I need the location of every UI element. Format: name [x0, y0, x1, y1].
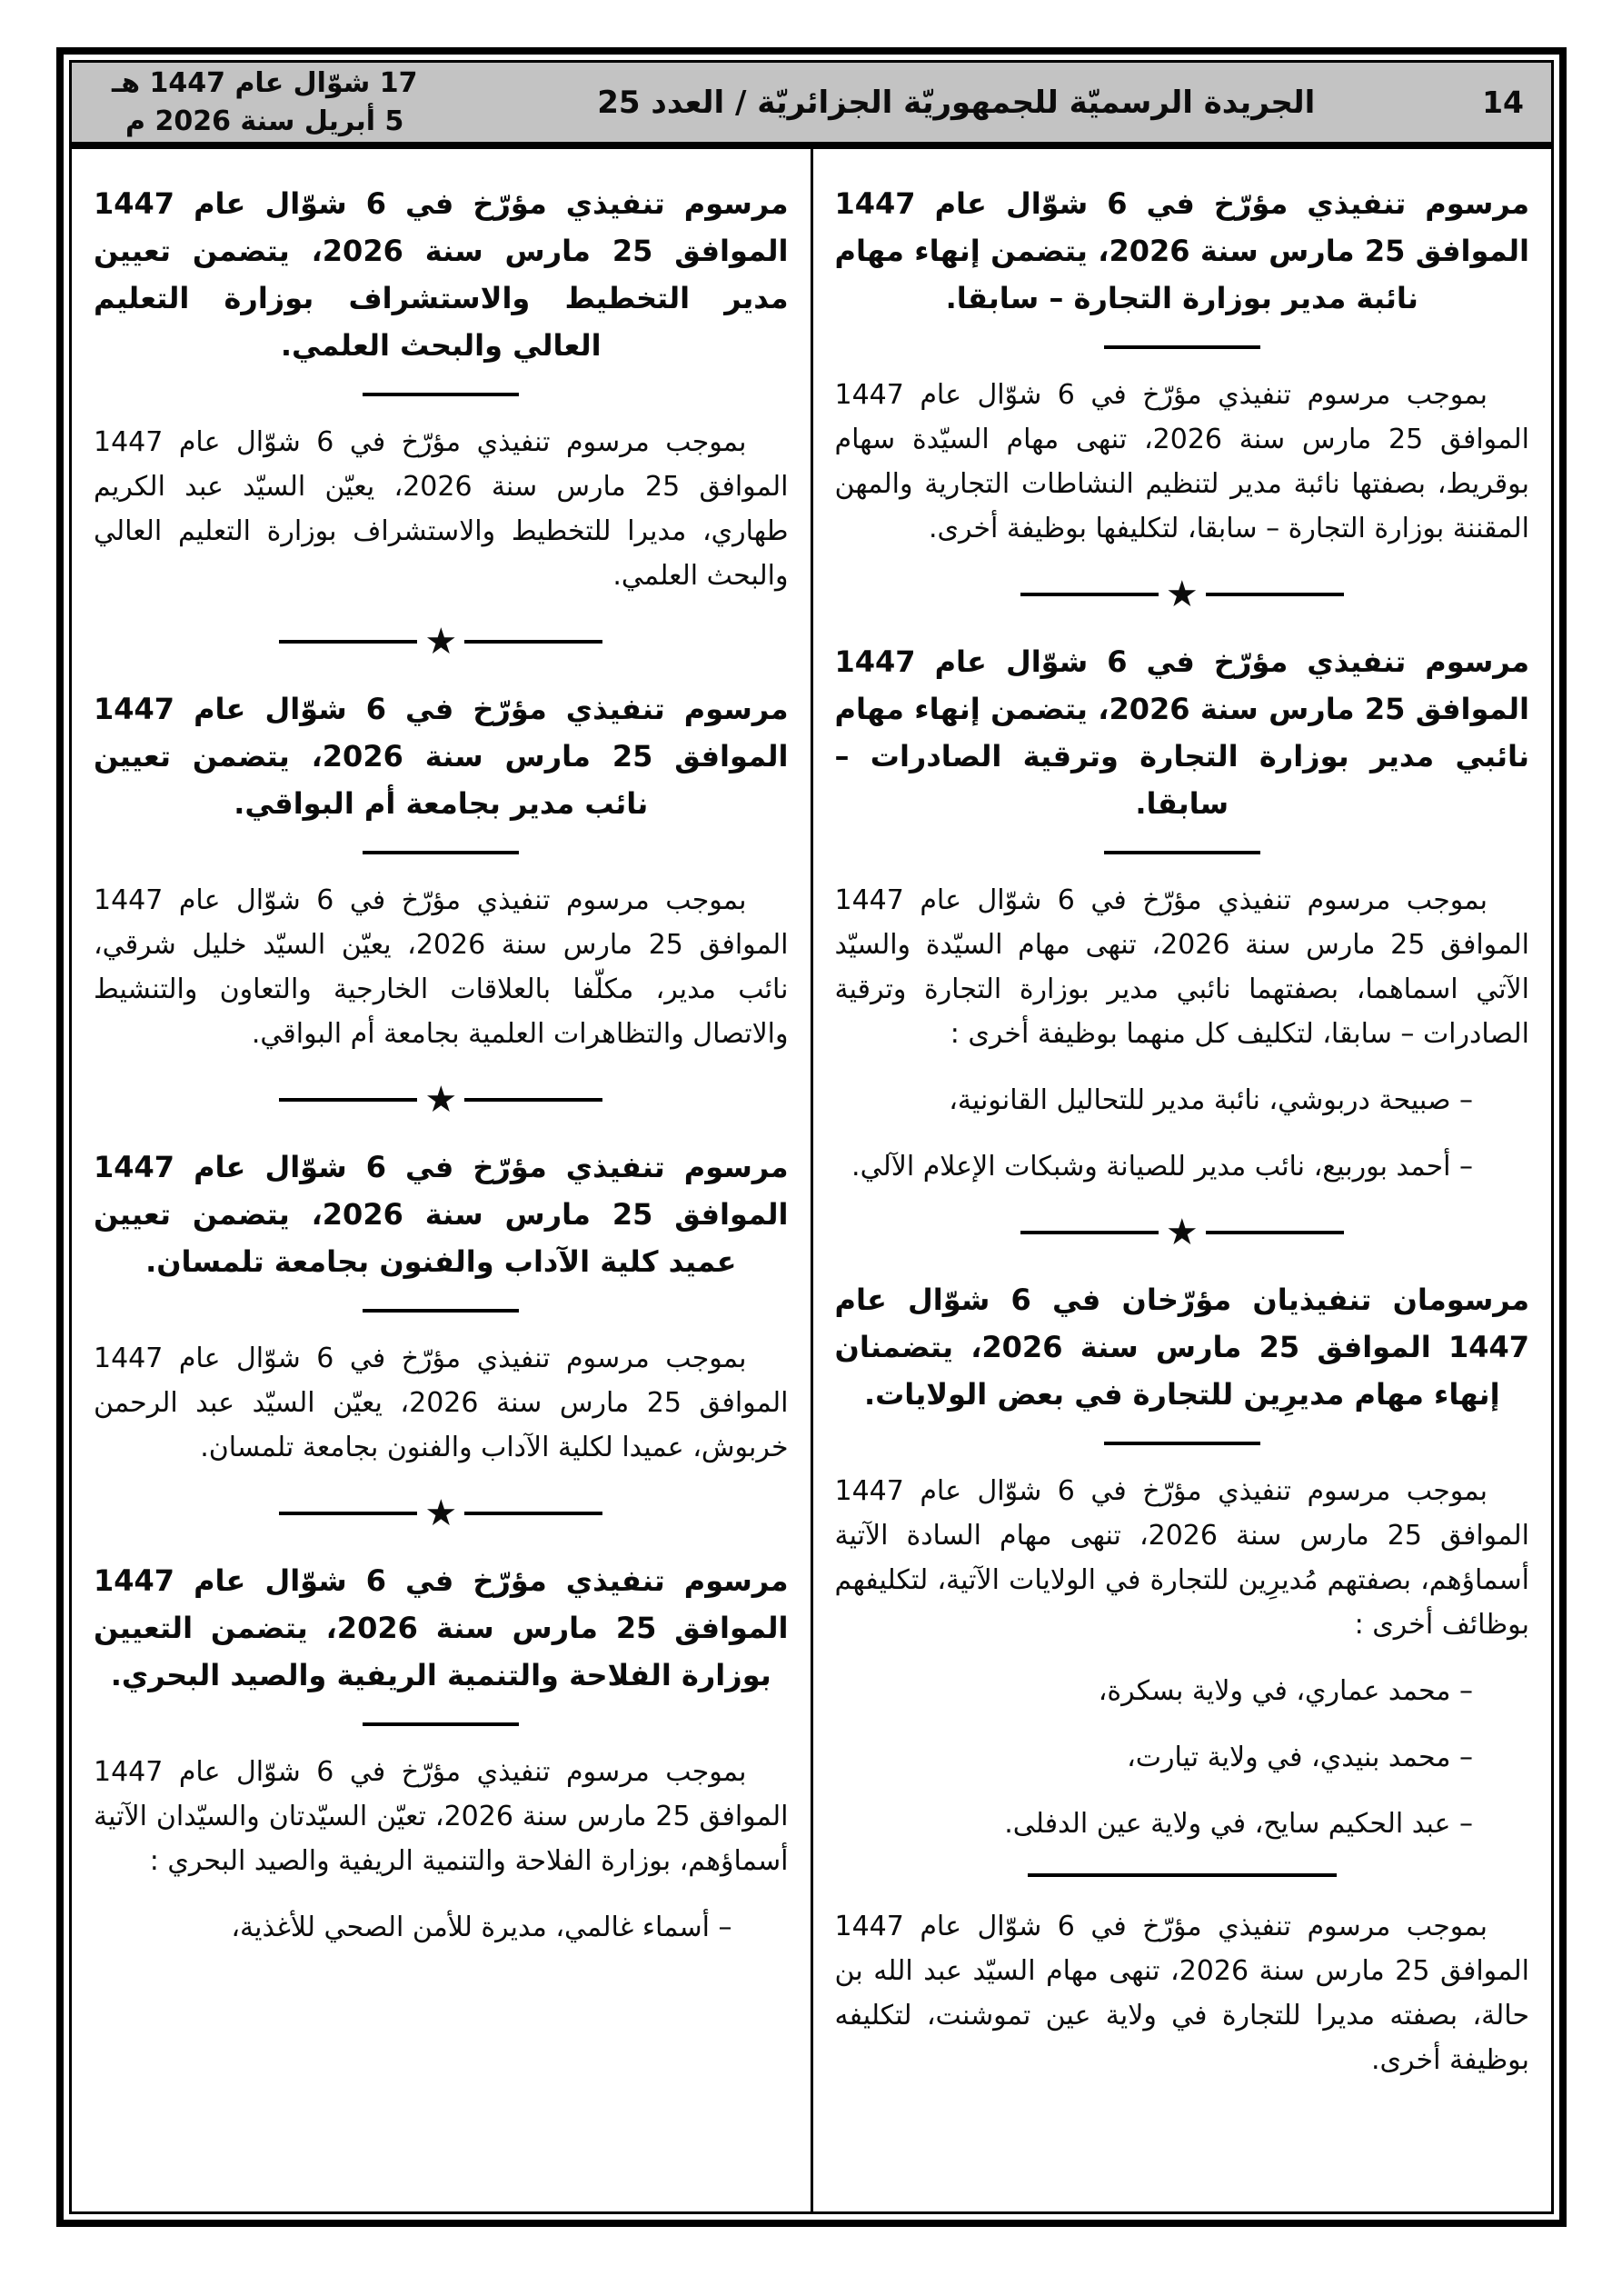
- title-separator: [363, 1722, 519, 1726]
- page-header: [72, 63, 1551, 149]
- decree-paragraph: بموجب مرسوم تنفيذي مؤرّخ في 6 شوّال عام 1447 الموافق 25 مارس سنة 2026، يعيّن السيّد عبد الكريم طهاري، مديرا للتخطيط والاستشراف بوزارة التعليم العالي والبحث العلمي.: [94, 426, 789, 592]
- decree-title: مرسوم تنفيذي مؤرّخ في 6 شوّال عام 1447 الموافق 25 مارس سنة 2026، يتضمن تعيين مدير التخطيط والاستشراف بوزارة التعليم العالي والبحث العلمي.: [94, 186, 789, 363]
- title-separator: [363, 851, 519, 854]
- decree-title: مرسوم تنفيذي مؤرّخ في 6 شوّال عام 1447 الموافق 25 مارس سنة 2026، يتضمن تعيين عميد كلية الآداب والفنون بجامعة تلمسان.: [94, 1150, 789, 1279]
- list-item: – محمد بنيدي، في ولاية تيارت،: [1127, 1742, 1473, 1773]
- star-icon: ★: [1165, 1212, 1199, 1253]
- title-separator: [1104, 345, 1260, 349]
- title-separator: [363, 1309, 519, 1313]
- star-icon: ★: [424, 621, 458, 663]
- date-gregorian: 5 أبريل سنة 2026 م: [125, 105, 404, 137]
- separator-line: [1206, 593, 1344, 596]
- decree-section: [94, 1143, 789, 1470]
- star-icon: ★: [424, 1492, 458, 1534]
- title-separator: [1104, 1442, 1260, 1445]
- decree-title: مرسوم تنفيذي مؤرّخ في 6 شوّال عام 1447 الموافق 25 مارس سنة 2026، يتضمن تعيين نائب مدير بجامعة أم البواقي.: [94, 692, 789, 821]
- list-item: – عبد الحكيم سايح، في ولاية عين الدفلى.: [1004, 1808, 1473, 1840]
- decree-section: [835, 638, 1530, 1189]
- decree-title: مرسوم تنفيذي مؤرّخ في 6 شوّال عام 1447 الموافق 25 مارس سنة 2026، يتضمن إنهاء مهام نائبي مدير بوزارة التجارة وترقية الصادرات – سابقا.: [834, 644, 1530, 821]
- list-item: – صبيحة دربوشي، نائبة مدير للتحاليل القانونية،: [949, 1084, 1473, 1116]
- decree-paragraph: بموجب مرسوم تنفيذي مؤرّخ في 6 شوّال عام 1447 الموافق 25 مارس سنة 2026، تنهى مهام السيّد عبد الله بن حالة، بصفته مديرا للتجارة في ولاية عين تموشنت، لتكليفه بوظيفة أخرى.: [834, 1911, 1530, 2076]
- separator-line: [279, 1512, 417, 1515]
- separator-line: [464, 1512, 602, 1515]
- decree-paragraph: بموجب مرسوم تنفيذي مؤرّخ في 6 شوّال عام 1447 الموافق 25 مارس سنة 2026، يعيّن السيّد عبد الرحمن خربوش، عميدا لكلية الآداب والفنون بجامعة تلمسان.: [94, 1343, 789, 1463]
- title-separator: [1104, 851, 1260, 854]
- title-separator: [363, 393, 519, 396]
- decree-section: [94, 1557, 789, 1950]
- decree-paragraph: بموجب مرسوم تنفيذي مؤرّخ في 6 شوّال عام 1447 الموافق 25 مارس سنة 2026، تعيّن السيّدتان والسيّدان الآتية أسماؤهم، بوزارة الفلاحة والتنمية الريفية والصيد البحري :: [94, 1756, 789, 1877]
- date-hijri: 17 شوّال عام 1447 هـ: [112, 66, 418, 99]
- star-icon: ★: [1165, 574, 1199, 615]
- separator-line: [1206, 1231, 1344, 1234]
- page-number: 14: [1482, 85, 1524, 120]
- separator-line: [464, 1098, 602, 1102]
- decree-section: [94, 685, 789, 1056]
- decree-title: مرسومان تنفيذيان مؤرّخان في 6 شوّال عام 1447 الموافق 25 مارس سنة 2026، يتضمنان إنهاء مهام مديرِين للتجارة في بعض الولايات.: [834, 1283, 1530, 1412]
- list-item: – أسماء غالمي، مديرة للأمن الصحي للأغذية،: [231, 1912, 732, 1943]
- content-frame: [69, 60, 1554, 2214]
- star-separator: [94, 1080, 789, 1120]
- column-right: [811, 149, 1552, 2211]
- plain-separator: [1028, 1873, 1337, 1877]
- columns-area: [72, 149, 1551, 2211]
- separator-line: [1020, 1231, 1159, 1234]
- decree-paragraph: بموجب مرسوم تنفيذي مؤرّخ في 6 شوّال عام 1447 الموافق 25 مارس سنة 2026، تنهى مهام السادة الآتية أسماؤهم، بصفتهم مُديرِين للتجارة في الولايات الآتية، لتكليفهم بوظائف أخرى :: [834, 1475, 1529, 1641]
- header-dates: [72, 65, 457, 141]
- list-item: – محمد عماري، في ولاية بسكرة،: [1098, 1675, 1473, 1707]
- star-separator: [94, 622, 789, 662]
- star-separator: [835, 574, 1530, 614]
- decree-title: مرسوم تنفيذي مؤرّخ في 6 شوّال عام 1447 الموافق 25 مارس سنة 2026، يتضمن التعيين بوزارة الفلاحة والتنمية الريفية والصيد البحري.: [94, 1563, 789, 1692]
- decree-paragraph: بموجب مرسوم تنفيذي مؤرّخ في 6 شوّال عام 1447 الموافق 25 مارس سنة 2026، تنهى مهام السيّدة والسيّد الآتي اسماهما، بصفتهما نائبي مدير بوزارة التجارة وترقية الصادرات – سابقا، لتكليف كل منهما بوظيفة أخرى :: [834, 884, 1529, 1050]
- separator-line: [279, 640, 417, 644]
- journal-title: الجريدة الرسميّة للجمهوريّة الجزائريّة / العدد 25: [597, 84, 1316, 121]
- decree-section: [94, 180, 789, 598]
- decree-paragraph: بموجب مرسوم تنفيذي مؤرّخ في 6 شوّال عام 1447 الموافق 25 مارس سنة 2026، تنهى مهام السيّدة سهام بوقريط، بصفتها نائبة مدير لتنظيم النشاطات التجارية والمهن المقننة بوزارة التجارة – سابقا، لتكليفها بوظيفة أخرى.: [834, 379, 1529, 544]
- separator-line: [1020, 593, 1159, 596]
- separator-line: [279, 1098, 417, 1102]
- star-icon: ★: [424, 1079, 458, 1121]
- page-frame: [56, 47, 1567, 2227]
- list-item: – أحمد بوربيع، نائب مدير للصيانة وشبكات الإعلام الآلي.: [851, 1151, 1473, 1183]
- decree-section: [835, 1276, 1530, 2082]
- decree-paragraph: بموجب مرسوم تنفيذي مؤرّخ في 6 شوّال عام 1447 الموافق 25 مارس سنة 2026، يعيّن السيّد خليل شرقي، نائب مدير، مكلّفا بالعلاقات الخارجية والتعاون والتنشيط والاتصال والتظاهرات العلمية بجامعة أم البواقي.: [94, 884, 789, 1050]
- star-separator: [94, 1493, 789, 1533]
- star-separator: [835, 1213, 1530, 1253]
- column-left: [72, 149, 811, 2211]
- separator-line: [464, 640, 602, 644]
- decree-title: مرسوم تنفيذي مؤرّخ في 6 شوّال عام 1447 الموافق 25 مارس سنة 2026، يتضمن إنهاء مهام نائبة مدير بوزارة التجارة – سابقا.: [834, 186, 1530, 315]
- decree-section: [835, 180, 1530, 551]
